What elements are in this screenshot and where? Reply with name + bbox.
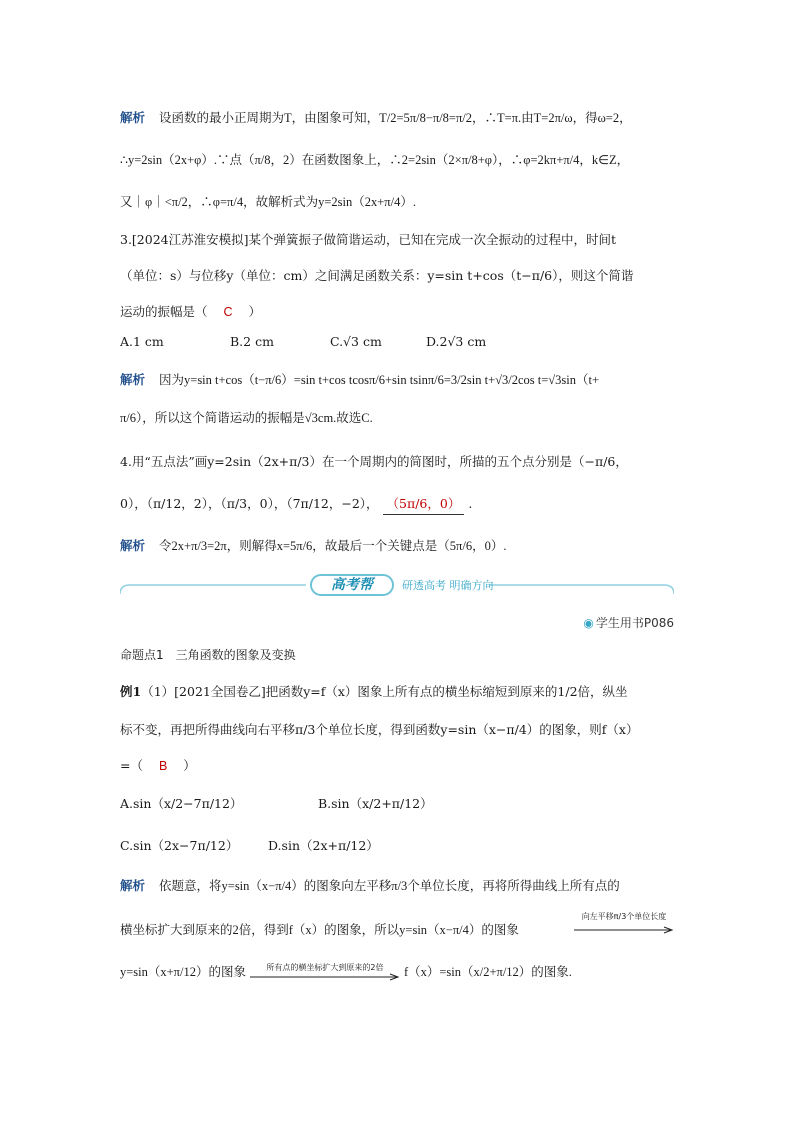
banner-logo: 高考帮 [310,574,394,596]
example-1-solution-line-1: 解析 依题意，将y=sin（x−π/4）的图象向左平移π/3个单位长度，再将所得曲线上所有点的 [120,878,620,893]
solution-line-3: 又｜φ｜<π/2，∴φ=π/4，故解析式为y=2sin（2x+π/4）. [120,195,416,209]
option-c: C.sin（2x−7π/12） [120,838,239,853]
question-3-line-2: （单位：s）与位移y（单位：cm）之间满足函数关系：y=sin t+cos（t−π/6），则这个简谐 [120,268,634,283]
option-c: C.√3 cm [329,334,382,349]
transform-arrow-2: 所有点的横坐标扩大到原来的2倍 [250,963,400,981]
solution-line-2: ∴y=2sin（2x+φ）.∵点（π/8，2）在函数图象上，∴2=2sin（2×π/8+φ），∴φ=2kπ+π/4，k∈Z， [120,153,630,167]
answer-q4: （5π/6，0） [383,494,465,515]
banner-decoration [120,574,674,596]
solution-q4: 解析 令2x+π/3=2π，则解得x=5π/6，故最后一个关键点是（5π/6，0）. [120,538,507,553]
solution-q3-line-1: 解析 因为y=sin t+cos（t−π/6）=sin t+cos tcosπ/6+sin tsinπ/6=3/2sin t+√3/2cos t=√3sin（t+ [120,372,599,387]
option-a: A.sin（x/2−7π/12） [120,796,243,811]
question-3-line-3: 运动的振幅是（ C ） [120,304,262,319]
transform-arrow-1: 向左平移π/3个单位长度 [574,912,674,937]
example-1-options-ab [120,794,433,814]
option-b: B.2 cm [229,334,274,349]
answer-ex1: B [158,759,168,773]
banner-slogan: 研透高考 明确方向 [402,579,494,592]
solution-label: 解析 [120,372,146,387]
solution-label: 解析 [120,538,146,553]
solution-label: 解析 [120,110,146,125]
section-heading: 命题点1 三角函数的图象及变换 [120,648,296,662]
section-banner [120,574,674,596]
option-d: D.sin（2x+π/12） [267,838,379,853]
example-1-line-1: 例1（1）[2021全国卷乙]把函数y=f（x）图象上所有点的横坐标缩短到原来的1/2倍，纵坐 [120,684,628,699]
question-4-line-2: 0），（π/12，2），（π/3，0），（7π/12，−2）， （5π/6，0） . [120,494,472,515]
option-d: D.2√3 cm [425,334,487,349]
question-4-line-1: 4.用“五点法”画y=2sin（2x+π/3）在一个周期内的简图时，所描的五个点分别是（−π/6， [120,454,628,469]
question-3-line-1: 3.[2024江苏淮安模拟]某个弹簧振子做简谐运动，已知在完成一次全振动的过程中，时间t [120,232,617,247]
example-1-line-2: 标不变，再把所得曲线向右平移π/3个单位长度，得到函数y=sin（x−π/4）的图象，则f（x） [120,722,639,737]
example-1-options-cd [120,836,379,856]
example-1-solution-line-2: 横坐标扩大到原来的2倍，得到f（x）的图象，所以y=sin（x−π/4）的图象 [120,923,519,937]
solution-line-1: 解析 设函数的最小正周期为T，由图象可知，T/2=5π/8−π/8=π/2，∴T=π.由T=2π/ω，得ω=2， [120,110,632,125]
example-label: 例1 [120,684,142,699]
option-a: A.1 cm [120,334,164,349]
example-1-line-3: =（ B ） [120,758,196,773]
arrow-icon [250,973,400,981]
bullet-icon: ◉ [583,616,594,630]
option-b: B.sin（x/2+π/12） [317,796,433,811]
example-1-solution-line-3: y=sin（x+π/12）的图象 所有点的横坐标扩大到原来的2倍 f（x）=sin（x/2+π/12）的图象. [120,963,572,979]
answer-q3: C [223,305,233,319]
book-reference: ◉ 学生用书P086 [583,616,674,630]
solution-label: 解析 [120,878,146,893]
question-3-options [120,332,486,352]
solution-q3-line-2: π/6），所以这个简谐运动的振幅是√3cm.故选C. [120,411,373,425]
arrow-icon [574,926,674,934]
